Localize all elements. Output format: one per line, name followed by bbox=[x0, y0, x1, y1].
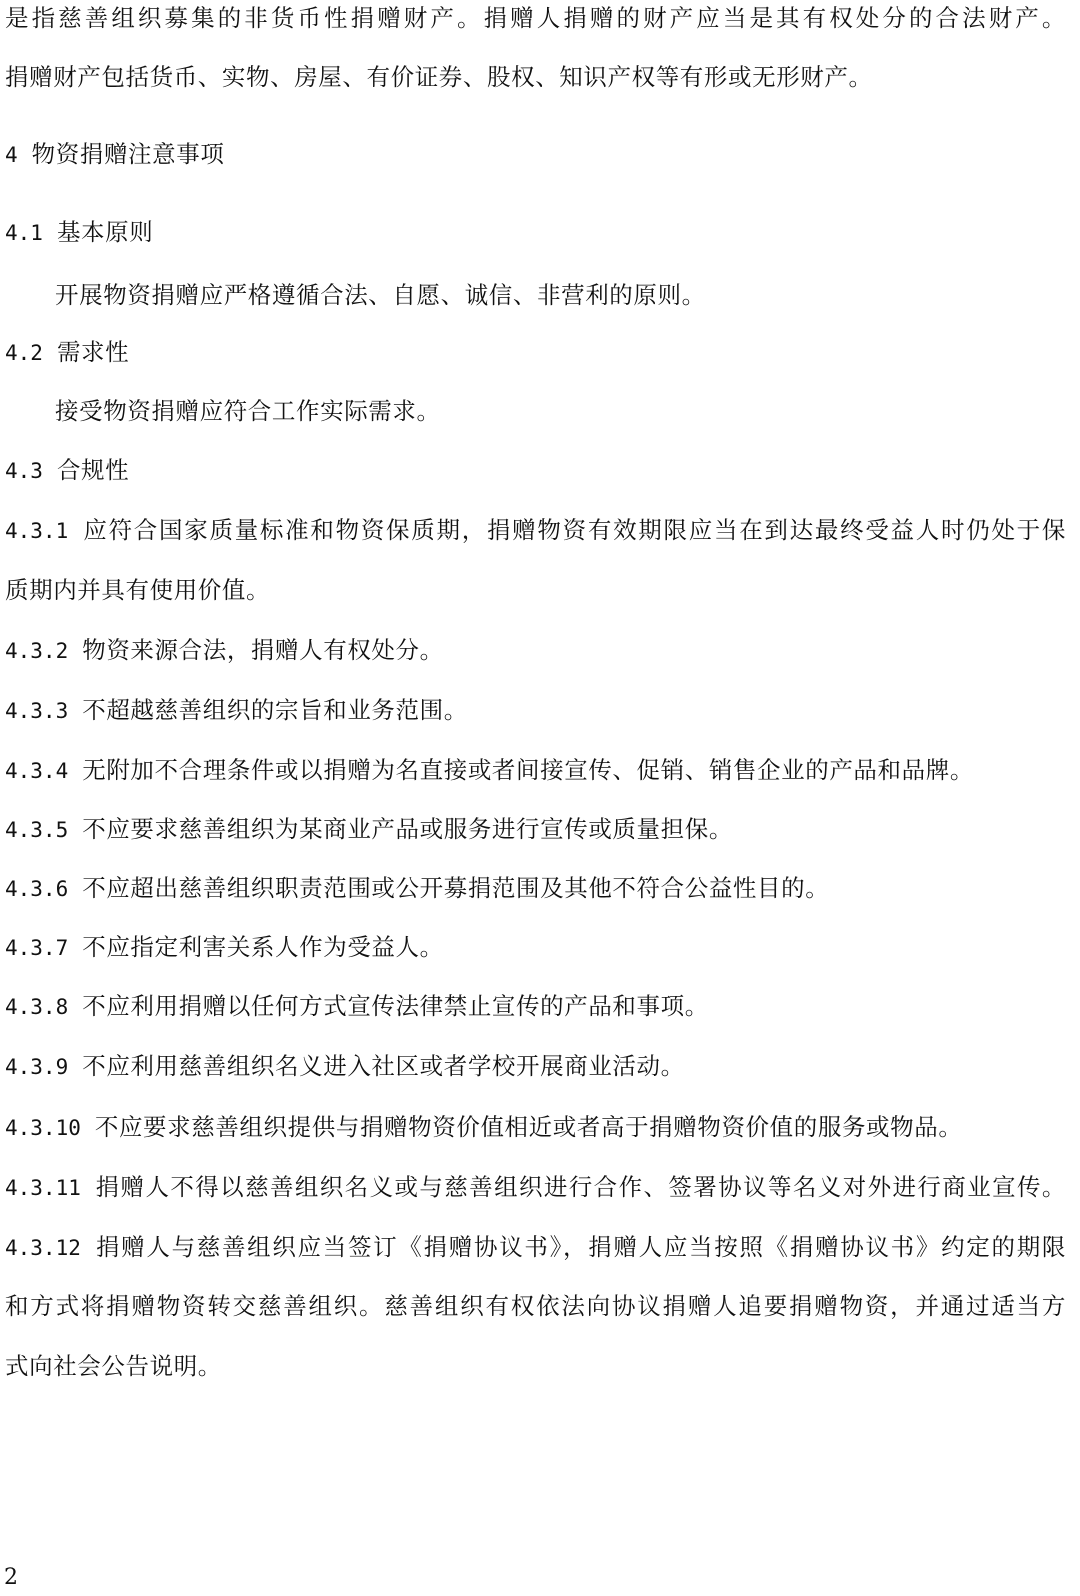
item-text: 不超越慈善组织的宗旨和业务范围。 bbox=[82, 696, 468, 724]
section-title: 基本原则 bbox=[56, 218, 154, 246]
section-4-3-heading bbox=[5, 454, 1066, 487]
item-number: 4.3.1 bbox=[5, 519, 69, 543]
item-4-3-11 bbox=[5, 1171, 1066, 1204]
item-4-3-3 bbox=[5, 694, 1066, 727]
item-number: 4.3.9 bbox=[5, 1055, 69, 1079]
item-number: 4.3.5 bbox=[5, 818, 69, 842]
section-title: 合规性 bbox=[56, 456, 130, 484]
page-number: 2 bbox=[4, 1565, 18, 1590]
section-title: 需求性 bbox=[56, 338, 130, 366]
section-title: 物资捐赠注意事项 bbox=[31, 140, 225, 168]
section-number: 4 bbox=[5, 143, 18, 167]
section-number: 4.2 bbox=[5, 341, 43, 365]
item-text: 不应要求慈善组织为某商业产品或服务进行宣传或质量担保。 bbox=[82, 815, 733, 843]
item-number: 4.3.7 bbox=[5, 936, 69, 960]
section-4-heading bbox=[5, 138, 1066, 171]
section-4-1-body: 开展物资捐赠应严格遵循合法、自愿、诚信、非营利的原则。 bbox=[55, 281, 706, 309]
section-number: 4.3 bbox=[5, 459, 43, 483]
item-number: 4.3.6 bbox=[5, 877, 69, 901]
item-text: 不应利用慈善组织名义进入社区或者学校开展商业活动。 bbox=[82, 1052, 685, 1080]
item-4-3-7 bbox=[5, 931, 1066, 964]
intro-paragraph-line-1: 是指慈善组织募集的非货币性捐赠财产。捐赠人捐赠的财产应当是其有权处分的合法财产。 bbox=[5, 4, 1066, 32]
item-text: 不应要求慈善组织提供与捐赠物资价值相近或者高于捐赠物资价值的服务或物品。 bbox=[94, 1113, 963, 1141]
item-number: 4.3.10 bbox=[5, 1116, 81, 1140]
section-number: 4.1 bbox=[5, 221, 43, 245]
item-number: 4.3.3 bbox=[5, 699, 69, 723]
intro-paragraph-line-2: 捐赠财产包括货币、实物、房屋、有价证券、股权、知识产权等有形或无形财产。 bbox=[5, 63, 873, 91]
item-4-3-5 bbox=[5, 813, 1066, 846]
item-text: 不应超出慈善组织职责范围或公开募捐范围及其他不符合公益性目的。 bbox=[82, 874, 830, 902]
item-number: 4.3.2 bbox=[5, 639, 69, 663]
section-4-2-body: 接受物资捐赠应符合工作实际需求。 bbox=[55, 397, 441, 425]
item-text: 捐赠人与慈善组织应当签订《捐赠协议书》，捐赠人应当按照《捐赠协议书》约定的期限 bbox=[94, 1233, 1066, 1261]
item-4-3-1-continuation: 质期内并具有使用价值。 bbox=[5, 576, 271, 604]
item-number: 4.3.12 bbox=[5, 1236, 81, 1260]
item-4-3-6 bbox=[5, 872, 1066, 905]
item-text: 不应利用捐赠以任何方式宣传法律禁止宣传的产品和事项。 bbox=[82, 992, 709, 1020]
item-text: 不应指定利害关系人作为受益人。 bbox=[82, 933, 444, 961]
item-4-3-12 bbox=[5, 1231, 1066, 1264]
item-text: 无附加不合理条件或以捐赠为名直接或者间接宣传、促销、销售企业的产品和品牌。 bbox=[82, 756, 974, 784]
section-4-2-heading bbox=[5, 336, 1066, 369]
item-4-3-8 bbox=[5, 990, 1066, 1023]
item-4-3-2 bbox=[5, 634, 1066, 667]
item-number: 4.3.11 bbox=[5, 1176, 81, 1200]
item-number: 4.3.4 bbox=[5, 759, 69, 783]
item-4-3-12-continuation: 和方式将捐赠物资转交慈善组织。慈善组织有权依法向协议捐赠人追要捐赠物资，并通过适当方 bbox=[5, 1292, 1066, 1320]
item-4-3-4 bbox=[5, 754, 1066, 787]
section-4-1-heading bbox=[5, 216, 1066, 249]
item-4-3-1 bbox=[5, 514, 1066, 547]
item-text: 物资来源合法，捐赠人有权处分。 bbox=[82, 636, 444, 664]
item-4-3-10 bbox=[5, 1111, 1066, 1144]
item-number: 4.3.8 bbox=[5, 995, 69, 1019]
item-4-3-9 bbox=[5, 1050, 1066, 1083]
item-text: 应符合国家质量标准和物资保质期，捐赠物资有效期限应当在到达最终受益人时仍处于保 bbox=[82, 516, 1066, 544]
item-4-3-12-continuation-2: 式向社会公告说明。 bbox=[5, 1352, 222, 1380]
item-text: 捐赠人不得以慈善组织名义或与慈善组织进行合作、签署协议等名义对外进行商业宣传。 bbox=[94, 1173, 1066, 1201]
